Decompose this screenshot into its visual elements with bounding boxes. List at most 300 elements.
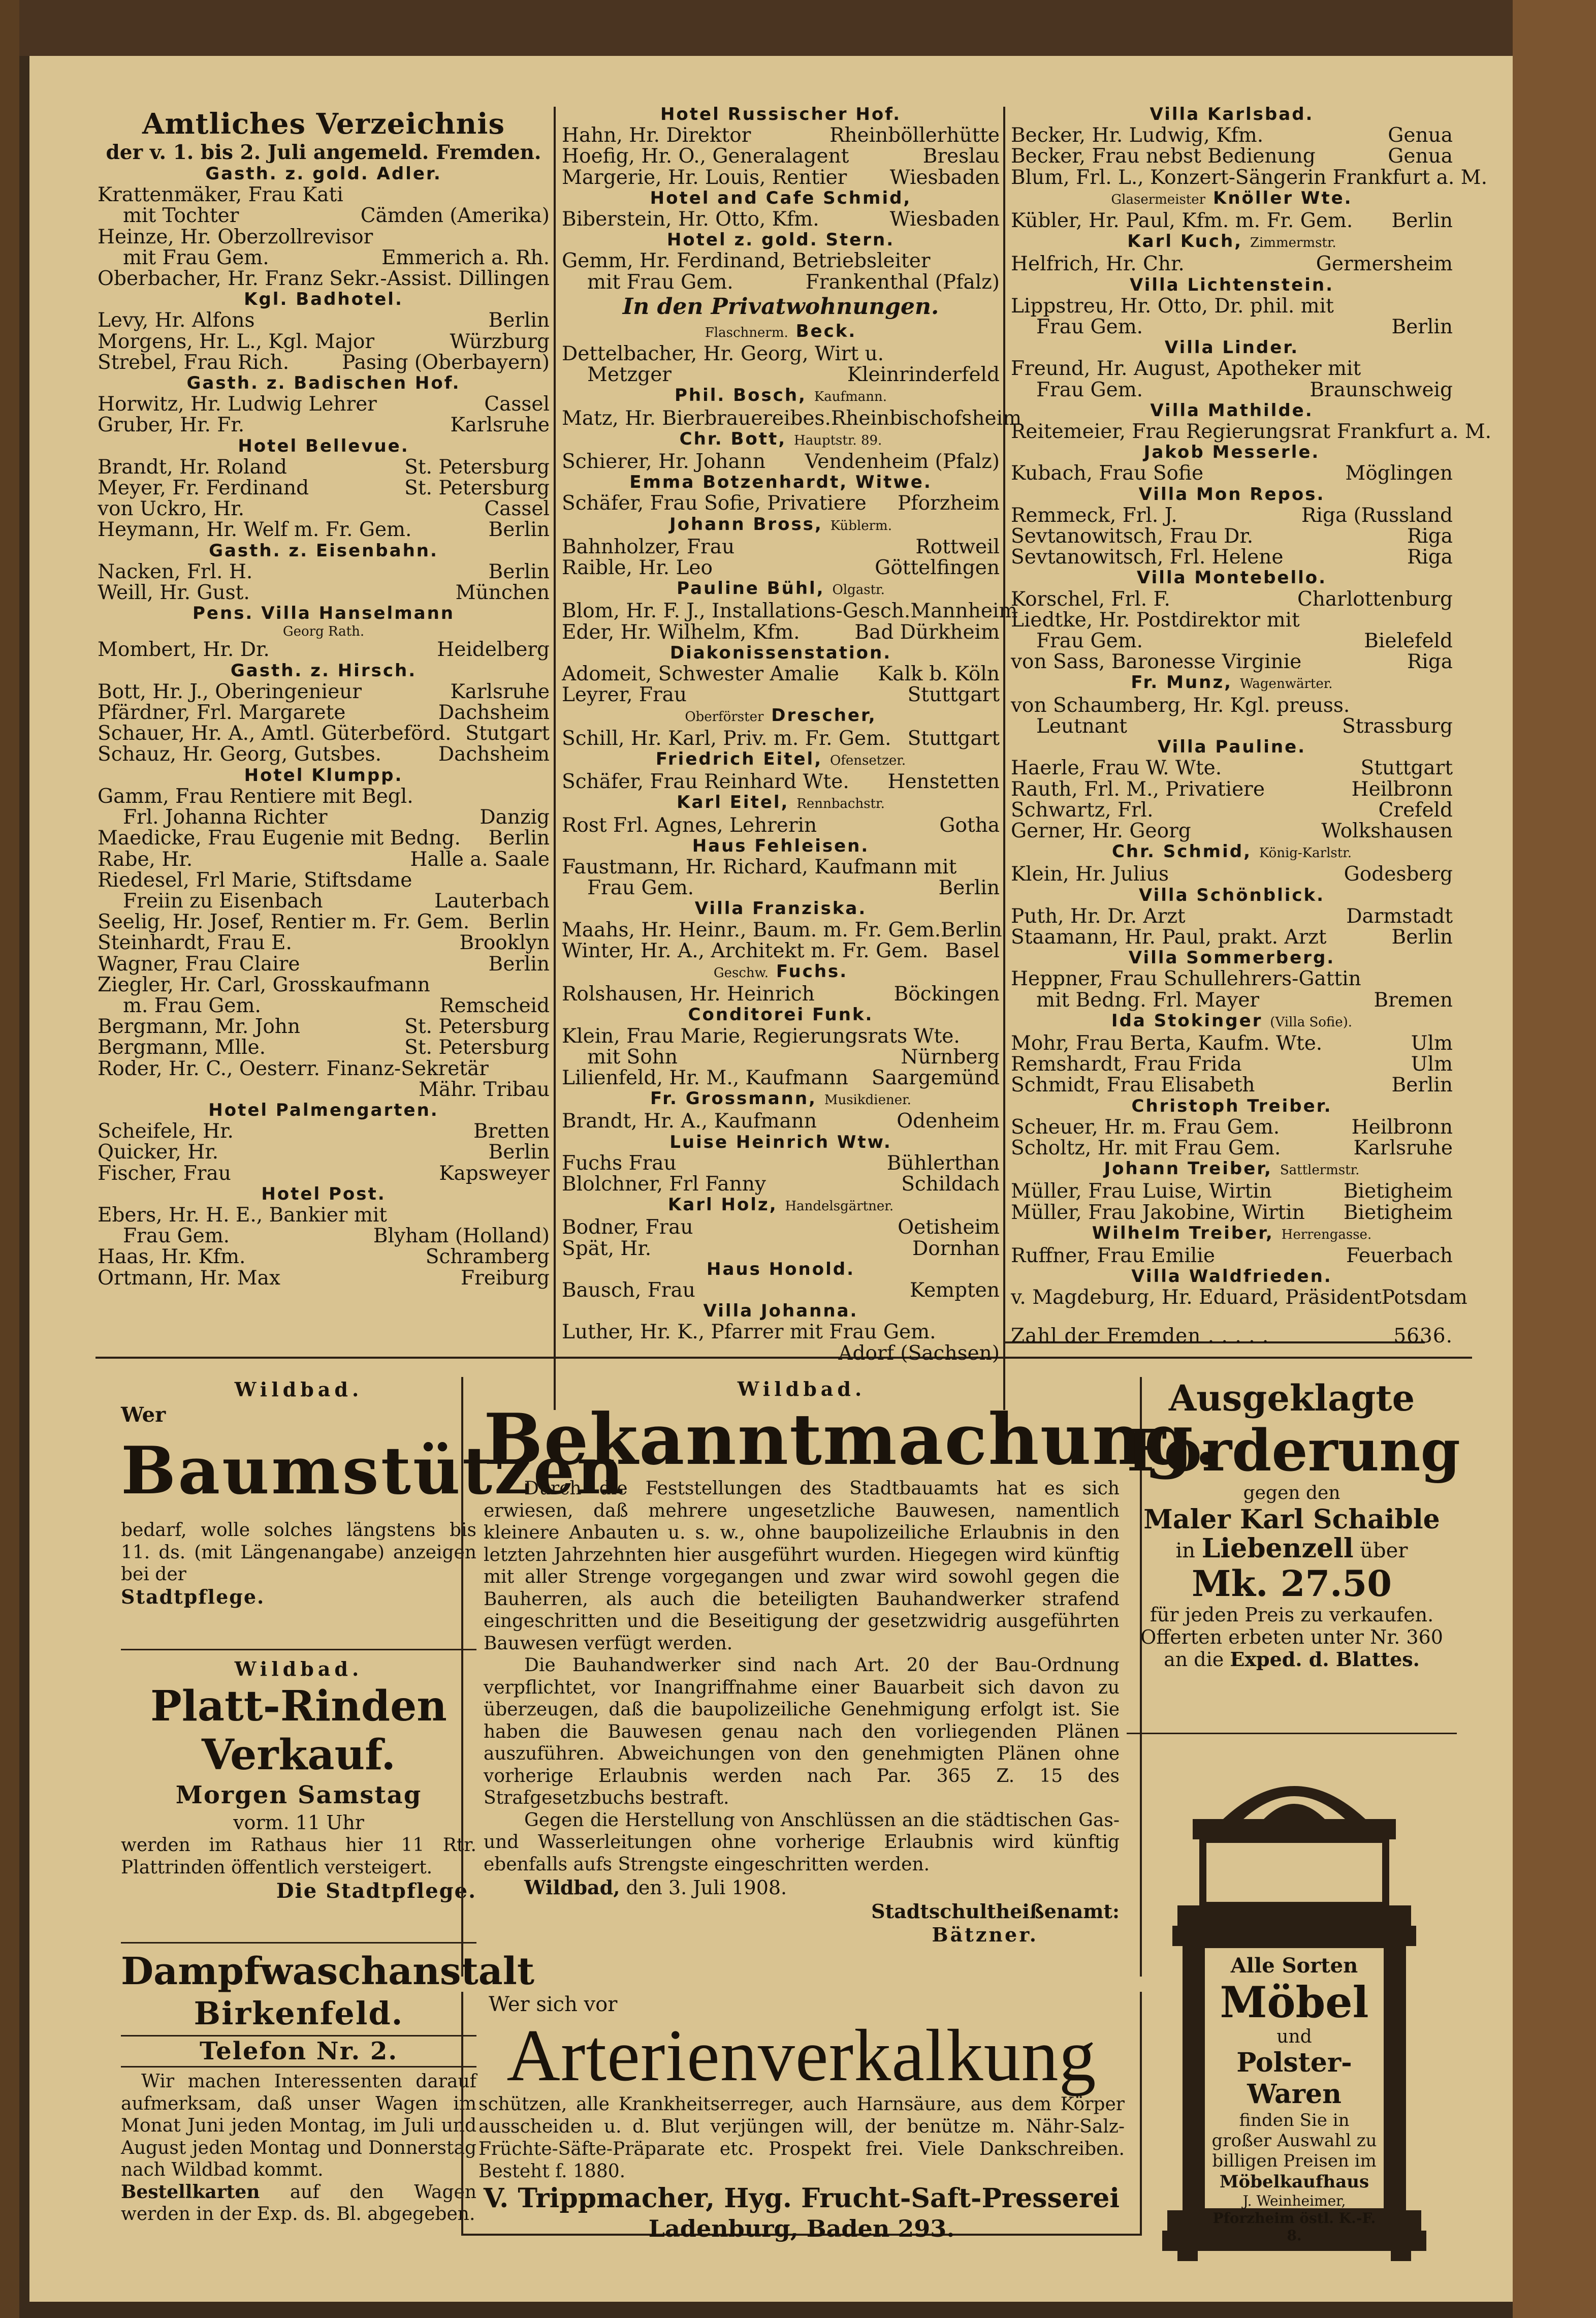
guest-name: Gemm, Hr. Ferdinand, Betriebsleiter [562, 249, 931, 273]
guest-name: Klein, Frau Marie, Regierungsrats Wte. [562, 1024, 960, 1048]
ad-lead: Wer [121, 1403, 166, 1427]
guest-origin: Kempten [910, 1278, 1000, 1302]
guest-origin: Berlin [488, 1141, 550, 1164]
ad-paragraph-2: Die Bauhandwerker sind nach Art. 20 der Bau-Ordnung verpflichtet, vor Inangriffnahme einer Bauarbeit sich davon zu überzeugen, daß die baupolizeiliche Genehmigung erfolgt ist. Sie haben die Bauwesen genau nach den vorliegenden Plänen auszuführen. Abweichungen von den genehmigten Plänen ohne vorherige Erlaubnis werden nach Par. 365 Z. 15 des Strafgesetzbuchs bestraft. [484, 1655, 1120, 1808]
guest-name: Freiin zu Eisenbach [123, 889, 323, 913]
ad-owner: J. Weinheimer, [1242, 2192, 1346, 2209]
guest-origin: St. Petersburg [404, 1036, 550, 1059]
guest-name: Schauer, Hr. A., Amtl. Güterbeförd. [98, 722, 452, 745]
guest-name: Frl. Johanna Richter [123, 806, 328, 829]
lodging-name: Beck. [795, 321, 857, 341]
guest-origin: Bietigheim [1344, 1180, 1453, 1203]
lodging-name: Hotel Palmengarten. [208, 1100, 439, 1120]
guest-name: Klein, Hr. Julius [1011, 863, 1169, 886]
guest-entry [562, 600, 1018, 623]
ad-firm: Möbelkaufhaus [1219, 2172, 1369, 2192]
guest-origin: Berlin [938, 876, 1000, 900]
guest-name: Remmeck, Frl. J. [1011, 504, 1177, 527]
register-column-3 [1011, 104, 1492, 1348]
lodging-name: Villa Mathilde. [1150, 400, 1314, 421]
guest-name: mit Frau Gem. [587, 270, 733, 294]
guest-origin: Würzburg [450, 330, 550, 353]
lodging-heading [562, 643, 1000, 664]
guest-entry [98, 912, 550, 932]
guest-entry [562, 815, 1000, 836]
ad-paragraph-1: Durch die Feststellungen des Stadtbauamts hat es sich erwiesen, daß mehrere ungesetzliche Bauwesen, namentlich kleinere Anbauten u. s. w., ohne baupolizeiliche Erlaubnis in den letzten Jahrzehnten hier ausgeführt wurden. Hiegegen wird künftig mit aller Strenge vorgegangen und zwar wird sowohl gegen die Bauherren, als auch die beteiligten Bauhandwerker strafend eingeschritten und die Beseitigung der gesetzwidrig ausgeführten Bauwesen verfügt werden. [484, 1478, 1120, 1654]
guest-origin: Cämden (Amerika) [360, 204, 550, 228]
guest-origin: Wolkshausen [1321, 819, 1453, 842]
guest-name: Sevtanowitsch, Frau Dr. [1011, 525, 1254, 548]
guest-name: Heppner, Frau Schullehrers-Gattin [1011, 967, 1361, 991]
lodging-name: Villa Johanna. [703, 1301, 858, 1322]
guest-entry [98, 870, 550, 891]
ad-signature-name: Bätzner. [932, 1923, 1038, 1946]
lodging-heading [1011, 442, 1453, 463]
guest-entry [562, 1026, 1000, 1047]
guest-name: Gamm, Frau Rentiere mit Begl. [98, 785, 413, 808]
guest-entry [1011, 821, 1453, 841]
guest-origin: Bad Dürkheim [854, 620, 1000, 644]
guest-entry [562, 1068, 1000, 1088]
lodging-heading [98, 164, 550, 184]
ad-place: Wildbad. [737, 1377, 866, 1400]
guest-origin: Rheinböllerhütte [829, 124, 1000, 147]
guest-origin: Genua [1388, 145, 1453, 168]
guest-origin: Nürnberg [901, 1045, 1000, 1069]
guest-origin: München [455, 581, 550, 605]
lodging-name: Gasth. z. Badischen Hof. [186, 373, 461, 394]
guest-entry [98, 268, 550, 289]
guest-origin: Stuttgart [907, 683, 1000, 707]
ad-place: Wildbad. [234, 1378, 363, 1401]
guest-name: Mohr, Frau Berta, Kaufm. Wte. [1011, 1031, 1323, 1055]
guest-name: Hahn, Hr. Direktor [562, 124, 751, 147]
lodging-heading-note: Glasermeister [1111, 192, 1206, 207]
guest-origin: Wiesbaden [889, 208, 1000, 231]
guest-entry [98, 807, 550, 828]
guest-name: Frau Gem. [1036, 378, 1143, 401]
guest-entry [98, 1268, 550, 1289]
guest-entry [98, 1037, 550, 1058]
guest-entry [562, 984, 1000, 1005]
ad-text: Offerten erbeten unter Nr. 360 [1140, 1626, 1443, 1648]
guest-name: Kübler, Hr. Paul, Kfm. m. Fr. Gem. [1011, 209, 1353, 233]
guest-name: Fuchs Frau [562, 1151, 677, 1175]
lodging-heading [98, 1184, 550, 1205]
guest-entry [562, 878, 1000, 898]
guest-name: Scholtz, Hr. mit Frau Gem. [1011, 1136, 1281, 1160]
lodging-heading [562, 1088, 1000, 1111]
guest-origin: Berlin [488, 827, 550, 850]
ad-title: Möbel [1220, 1977, 1369, 2027]
guest-origin: Stuttgart [1360, 757, 1453, 780]
guest-name: mit Frau Gem. [123, 246, 269, 269]
guest-entry [562, 1238, 1000, 1259]
guest-entry [1011, 1286, 1467, 1309]
guest-origin: Riga [1407, 525, 1453, 548]
guest-entry [1011, 1245, 1453, 1266]
guest-name: Puth, Hr. Dr. Arzt [1011, 904, 1186, 928]
guest-origin: Bietigheim [1344, 1201, 1453, 1224]
guest-name: Riedesel, Frl Marie, Stiftsdame [98, 868, 412, 892]
ad-title: Arterienverkalkung [506, 2014, 1097, 2096]
lodging-name: Villa Karlsbad. [1150, 104, 1314, 124]
ad-body: bedarf, wolle solches längstens bis 11. ds. (mit Längenangabe) anzeigen bei der [121, 1520, 476, 1585]
lodging-heading [1011, 1266, 1453, 1287]
guest-entry [98, 702, 550, 723]
guest-entry [1011, 254, 1453, 274]
guest-name: Bausch, Frau [562, 1278, 695, 1302]
guest-entry [1011, 146, 1453, 167]
ad-place: Birkenfeld. [194, 1995, 404, 2032]
guest-name: Margerie, Hr. Louis, Rentier [562, 166, 847, 189]
guest-origin: Berlin [488, 309, 550, 332]
guest-name: mit Bedng. Frl. Mayer [1036, 988, 1260, 1012]
guest-origin: Möglingen [1345, 462, 1453, 485]
guest-entry [562, 1153, 1000, 1174]
lodging-heading [1011, 1096, 1453, 1117]
ad-forderung [1127, 1377, 1460, 1733]
lodging-name: Chr. Schmid, [1111, 841, 1252, 862]
guest-total-value: 5636. [1393, 1324, 1453, 1348]
ad-text: Alle Sorten [1230, 1954, 1358, 1978]
guest-entry [1011, 166, 1487, 189]
guest-name: Sevtanowitsch, Frl. Helene [1011, 546, 1284, 569]
lodging-name: Gasth. z. Eisenbahn. [209, 540, 438, 561]
lodging-name: Knöller Wte. [1212, 187, 1353, 208]
guest-name: Levy, Hr. Alfons [98, 309, 255, 332]
guest-name: Müller, Frau Jakobine, Wirtin [1011, 1201, 1305, 1224]
guest-name: von Uckro, Hr. [98, 497, 245, 521]
guest-name: Lilienfeld, Hr. M., Kaufmann [562, 1066, 848, 1089]
guest-name: Morgens, Hr. L., Kgl. Major [98, 330, 375, 353]
guest-entry [1011, 695, 1453, 716]
guest-entry [1011, 547, 1453, 568]
guest-origin: Basel [945, 939, 1000, 962]
guest-entry [98, 561, 550, 582]
ad-body: Wir machen Interessenten darauf aufmerksam, daß unser Wagen im Monat Juni jeden Montag, im Juli und August jeden Montag und Donnerstag nach Wildbad kommt. [121, 2071, 476, 2180]
ad-bold: Bestellkarten [121, 2181, 260, 2203]
guest-origin: Frankenthal (Pfalz) [805, 270, 1000, 294]
ad-body: schützen, alle Krankheitserreger, auch Harnsäure, aus dem Körper ausscheiden u. d. Blut verjüngen will, der benütze m. Nähr-Salz-Früchte-Säfte-Präparate etc. Prospekt frei. Viele Dankschreiben. Besteht f. 1880. [478, 2094, 1125, 2182]
lodging-heading-note: Zimmermstr. [1250, 235, 1336, 251]
ad-town: Liebenzell [1201, 1533, 1354, 1564]
guest-name: Schwartz, Frl. [1011, 798, 1154, 822]
guest-total-label: Zahl der Fremden . . . . . [1011, 1324, 1269, 1348]
lodging-name: Conditorei Funk. [688, 1005, 874, 1025]
lodging-heading [1011, 1223, 1453, 1245]
guest-origin: Kapsweyer [439, 1162, 550, 1185]
lodging-name: Hotel Russischer Hof. [660, 104, 902, 124]
lodging-heading [1011, 337, 1453, 358]
lodging-name: Haus Fehleisen. [692, 835, 870, 856]
guest-origin: Heilbronn [1351, 777, 1453, 801]
guest-entry [1011, 463, 1453, 484]
guest-entry [1011, 296, 1453, 317]
guest-origin: Germersheim [1316, 253, 1453, 276]
guest-origin: Karlsruhe [450, 414, 550, 437]
ad-text: gegen den [1243, 1483, 1340, 1503]
guest-origin: Feuerbach [1346, 1244, 1453, 1267]
guest-name: Korschel, Frl. F. [1011, 587, 1170, 611]
lodging-heading [1011, 400, 1453, 421]
lodging-name: Haus Honold. [707, 1259, 855, 1279]
guest-entry [562, 537, 1000, 557]
ad-title-2: Polster-Waren [1236, 2047, 1352, 2110]
lodging-heading-note: Geschw. [713, 965, 769, 981]
guest-origin: Gotha [939, 813, 1000, 837]
book-spine [0, 0, 19, 2318]
lodging-heading-note: Handelsgärtner. [785, 1199, 894, 1214]
guest-name: Leutnant [1036, 714, 1127, 738]
lodging-heading [1011, 737, 1453, 758]
lodging-name: Hotel and Cafe Schmid, [650, 187, 912, 208]
guest-origin: Berlin [1391, 209, 1453, 233]
guest-entry [98, 995, 550, 1016]
lodging-name: Hotel Bellevue. [238, 435, 409, 456]
guest-origin: Danzig [480, 806, 550, 829]
guest-origin: Berlin [1391, 316, 1453, 339]
lodging-heading-note: (Villa Sofie). [1270, 1014, 1353, 1030]
guest-entry [562, 622, 1000, 643]
guest-origin: Schildach [901, 1172, 1000, 1196]
guest-name: Steinhardt, Frau E. [98, 931, 292, 955]
lodging-name: Karl Kuch, [1127, 231, 1243, 252]
guest-origin: Böckingen [893, 983, 1000, 1006]
lodging-heading [562, 321, 1000, 343]
lodging-heading [562, 1195, 1000, 1217]
guest-name: Müller, Frau Luise, Wirtin [1011, 1180, 1272, 1203]
guest-origin: Brooklyn [459, 931, 550, 955]
guest-total [1011, 1326, 1453, 1346]
guest-entry [98, 681, 550, 702]
guest-entry [562, 1217, 1000, 1238]
guest-origin: Adorf (Sachsen) [838, 1341, 1000, 1365]
guest-entry [562, 125, 1000, 146]
lodging-name: Villa Linder. [1164, 337, 1299, 358]
register-title: Amtliches Verzeichnis [142, 107, 505, 141]
guest-name: m. Frau Gem. [123, 994, 261, 1017]
guest-entry [1011, 1117, 1453, 1138]
lodging-heading [98, 765, 550, 786]
ad-title: Baumstützen [121, 1433, 626, 1509]
guest-entry [98, 415, 550, 435]
guest-name: Biberstein, Hr. Otto, Kfm. [562, 208, 819, 231]
guest-name: Quicker, Hr. [98, 1141, 219, 1164]
guest-name: Bergmann, Mr. John [98, 1015, 301, 1039]
ad-rule [121, 1942, 476, 1944]
guest-origin: Heidelberg [437, 638, 550, 662]
guest-name: Maahs, Hr. Heinr., Baum. m. Fr. Gem. [562, 918, 941, 942]
newspaper-page [29, 56, 1513, 2302]
lodging-name: Ida Stokinger [1111, 1010, 1263, 1031]
guest-name: Adomeit, Schwester Amalie [562, 663, 839, 686]
guest-entry [98, 1121, 550, 1142]
guest-entry [1011, 906, 1453, 927]
guest-entry [562, 364, 1000, 385]
guest-name: Schauz, Hr. Georg, Gutsbes. [98, 743, 382, 766]
guest-entry [1011, 1033, 1453, 1054]
guest-origin: Bielefeld [1364, 630, 1453, 653]
guest-entry [1011, 758, 1453, 778]
guest-entry [562, 493, 1000, 514]
guest-name: mit Sohn [587, 1045, 678, 1069]
guest-entry [98, 849, 550, 870]
guest-origin: Darmstadt [1346, 904, 1453, 928]
guest-origin: Berlin [488, 952, 550, 976]
guest-entry [98, 744, 550, 765]
guest-origin: Emmerich a. Rh. [381, 246, 550, 269]
guest-origin: Berlin [941, 918, 1002, 942]
column-rule [1003, 107, 1005, 1410]
column-rule [554, 107, 556, 1410]
guest-origin: Schramberg [425, 1245, 550, 1269]
guest-origin: St. Petersburg [404, 1015, 550, 1039]
lodging-heading [1011, 568, 1453, 588]
guest-name: Heymann, Hr. Welf m. Fr. Gem. [98, 518, 412, 542]
ad-text: und [1276, 2026, 1312, 2047]
guest-name: Haas, Hr. Kfm. [98, 1245, 246, 1269]
guest-name: von Schaumberg, Hr. Kgl. preuss. [1011, 694, 1350, 717]
guest-entry [98, 352, 550, 373]
guest-name: Staamann, Hr. Paul, prakt. Arzt [1011, 925, 1327, 949]
lodging-heading [562, 385, 1000, 408]
guest-origin: Wiesbaden [889, 166, 1000, 189]
guest-entry [562, 771, 1000, 792]
guest-name: Haerle, Frau W. Wte. [1011, 757, 1222, 780]
guest-origin: Cassel [484, 393, 550, 416]
guest-name: Reitemeier, Frau Regierungsrat Frankfurt a. M. [1011, 420, 1492, 444]
guest-name: Brandt, Hr. Roland [98, 455, 287, 479]
ad-day: Morgen Samstag [175, 1781, 422, 1809]
ad-title: Platt-Rinden [150, 1682, 447, 1731]
lodging-name: Luise Heinrich Wtw. [669, 1132, 892, 1152]
guest-entry [1011, 589, 1453, 610]
guest-name: Metzger [587, 363, 672, 387]
lodging-name: Villa Franziska. [694, 898, 867, 919]
guest-name: Ortmann, Hr. Max [98, 1266, 280, 1290]
lodging-name: Hotel Post. [261, 1183, 386, 1204]
guest-origin: Vendenheim (Pfalz) [805, 450, 1000, 474]
guest-entry [1011, 380, 1453, 400]
lodging-heading [1011, 484, 1453, 505]
guest-origin: Dornhan [912, 1237, 1000, 1260]
ad-dampfwaschanstalt [121, 1949, 534, 2264]
guest-name: Mombert, Hr. Dr. [98, 638, 270, 662]
guest-name: Lippstreu, Hr. Otto, Dr. phil. mit [1011, 294, 1334, 318]
guest-entry [1011, 1181, 1453, 1202]
guest-name: Schäfer, Frau Sofie, Privatiere [562, 492, 867, 515]
guest-name: Helfrich, Hr. Chr. [1011, 253, 1185, 276]
ad-signature: Die Stadtpflege. [276, 1879, 476, 1903]
lodging-owner: Georg Rath. [282, 624, 365, 640]
lodging-heading-note: Ofensetzer. [829, 753, 906, 768]
lodging-heading [562, 472, 1000, 493]
guest-name: Rost Frl. Agnes, Lehrerin [562, 813, 817, 837]
guest-origin: Genua [1388, 124, 1453, 147]
guest-origin: Godesberg [1344, 863, 1453, 886]
ad-text: in [1175, 1539, 1196, 1562]
guest-name: Frau Gem. [123, 1225, 230, 1248]
lodging-heading [1011, 841, 1453, 864]
ad-text: großer Auswahl zu [1211, 2131, 1377, 2151]
lodging-heading-note: Musikdiener. [824, 1092, 911, 1108]
ad-body2: auf den Wagen werden in der Exp. ds. Bl. abgegeben. [121, 2181, 477, 2225]
lodging-heading [562, 104, 1000, 125]
guest-entry [1011, 610, 1453, 631]
lodging-heading-note: Hauptstr. 89. [794, 432, 882, 448]
guest-origin: Stutgart [465, 722, 550, 745]
lodging-name: Villa Pauline. [1157, 737, 1306, 758]
register-column-1 [98, 107, 550, 1289]
ad-phone: Telefon Nr. 2. [199, 2037, 398, 2065]
guest-origin: Berlin [488, 560, 550, 583]
lodging-name: Villa Sommerberg. [1128, 948, 1335, 968]
guest-origin: St. Petersburg [404, 455, 550, 479]
lodging-name: Villa Waldfrieden. [1131, 1266, 1332, 1287]
guest-entry [1011, 1138, 1453, 1158]
guest-origin: Riga (Russland [1301, 504, 1453, 527]
ad-rule [1127, 1733, 1457, 1734]
lodging-heading [1011, 231, 1453, 254]
ad-rule [121, 1649, 476, 1650]
lodging-name: Villa Schönblick. [1138, 885, 1325, 905]
guest-origin: Odenheim [897, 1110, 1000, 1133]
lodging-heading [562, 1132, 1000, 1153]
guest-name: Schill, Hr. Karl, Priv. m. Fr. Gem. [562, 727, 891, 750]
guest-entry [1011, 358, 1453, 379]
guest-name: Schierer, Hr. Johann [562, 450, 765, 474]
guest-name: Raible, Hr. Leo [562, 556, 713, 580]
lodging-name: Fr. Grossmann, [650, 1088, 817, 1109]
lodging-heading [562, 188, 1000, 209]
guest-name: Gruber, Hr. Fr. [98, 414, 245, 437]
guest-origin: Heilbronn [1351, 1115, 1453, 1139]
lodging-heading-note: König-Karlstr. [1259, 845, 1352, 861]
lodging-name: Villa Montebello. [1136, 568, 1327, 588]
guest-entry [562, 684, 1000, 705]
guest-origin: Ulm [1411, 1031, 1453, 1055]
guest-origin: Rheinbischofsheim [831, 406, 1022, 430]
guest-name: Nacken, Frl. H. [98, 560, 253, 583]
lodging-heading [562, 898, 1000, 919]
guest-name: Strebel, Frau Rich. [98, 351, 290, 374]
lodging-heading [98, 541, 550, 561]
ad-baumstuetzen [121, 1377, 626, 1651]
ad-signature-office: Stadtschultheißenamt: [871, 1900, 1120, 1923]
lodging-heading [562, 749, 1000, 771]
guest-entry [1011, 779, 1453, 800]
guest-name: Weill, Hr. Gust. [98, 581, 250, 605]
guest-name: v. Magdeburg, Hr. Eduard, Präsident [1011, 1286, 1382, 1309]
guest-entry [1011, 526, 1453, 547]
guest-name: Schmidt, Frau Elisabeth [1011, 1074, 1255, 1097]
guest-entry [98, 1079, 550, 1100]
lodging-name: Fr. Munz, [1131, 672, 1233, 693]
guest-name: Frau Gem. [587, 876, 694, 900]
guest-origin: Mähr. Tribau [419, 1078, 550, 1101]
guest-entry [1011, 651, 1453, 672]
lodging-heading [98, 373, 550, 394]
guest-entry [98, 478, 550, 498]
guest-name: von Sass, Baronesse Virginie [1011, 650, 1302, 674]
ad-bekanntmachung [461, 1377, 1220, 1977]
guest-name: Oberbacher, Hr. Franz Sekr.-Assist. [98, 267, 453, 291]
guest-name: Faustmann, Hr. Richard, Kaufmann mit [562, 855, 957, 879]
guest-name: Matz, Hr. Bierbrauereibes. [562, 406, 831, 430]
guest-origin: Kalk b. Köln [878, 663, 1000, 686]
guest-origin: Saargemünd [871, 1066, 1000, 1089]
